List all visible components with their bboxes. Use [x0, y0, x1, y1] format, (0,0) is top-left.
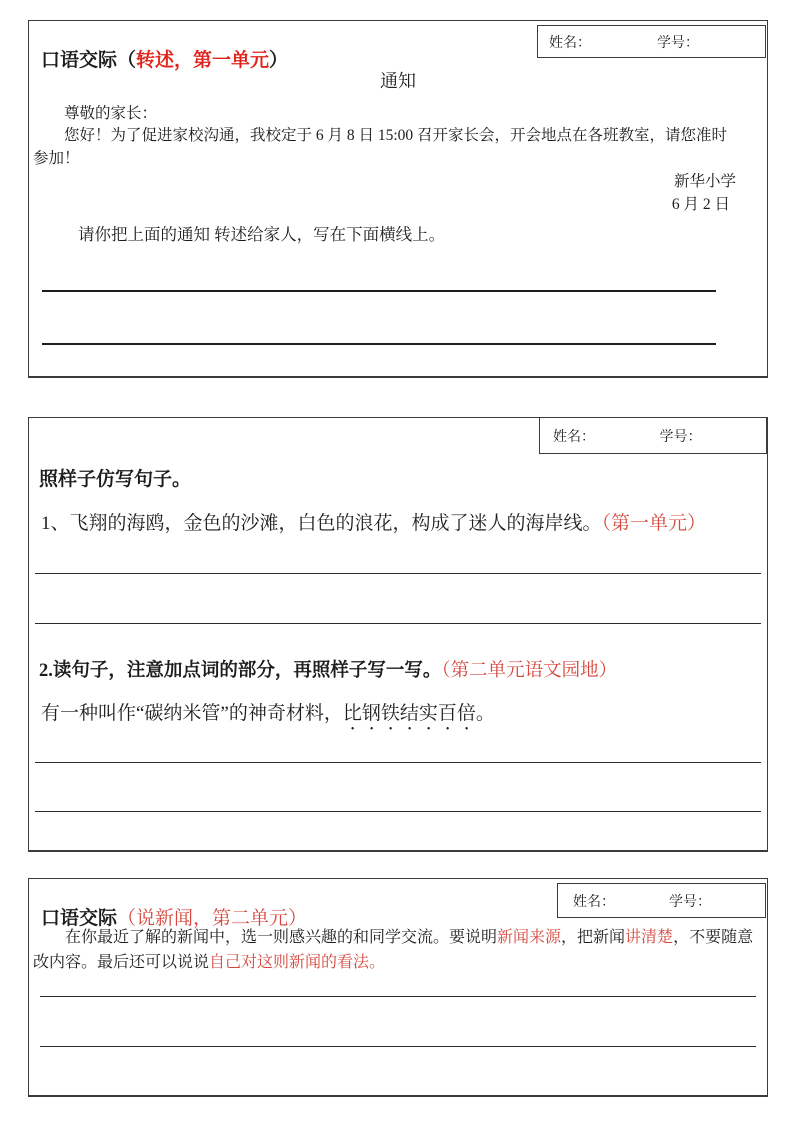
instruction-segment: 在你最近了解的新闻中，选一则感兴趣的和同学交流。要说明 — [65, 929, 498, 946]
question-2-heading-text: 2.读句子，注意加点词的部分，再照样子写一写。 — [39, 661, 442, 681]
student-id-label: 学号： — [669, 894, 711, 910]
writing-line[interactable] — [40, 996, 756, 997]
writing-line[interactable] — [35, 573, 761, 574]
writing-line[interactable] — [35, 762, 761, 763]
notice-salutation: 尊敬的家长： — [64, 105, 158, 122]
student-id-label: 学号： — [657, 35, 699, 51]
section3-title-black: 口语交际 — [41, 907, 118, 929]
question-2-unit-tag: （第二单元语文园地） — [441, 661, 618, 681]
writing-line[interactable] — [35, 623, 761, 624]
question-2-heading — [39, 656, 617, 682]
question-2-example-sentence — [41, 698, 495, 735]
section1-instruction: 请你把上面的通知 转述给家人，写在下面横线上。 — [78, 225, 446, 244]
instruction-segment-red: 讲清楚 — [625, 929, 674, 946]
example-dotted-part: 比钢铁结实百倍 — [342, 703, 476, 724]
instruction-segment: ，不要随意改内容。最后还可以说说 — [33, 929, 754, 971]
name-label: 姓名： — [549, 35, 591, 51]
section1-title-black: 口语交际 — [41, 49, 118, 71]
section2-heading: 照样子仿写句子。 — [39, 469, 192, 490]
section1-paren-close: ） — [269, 49, 289, 71]
name-label: 姓名： — [553, 429, 595, 445]
name-label: 姓名： — [573, 894, 615, 910]
instruction-segment-red: 自己对这则新闻的看法。 — [209, 954, 386, 971]
section1-paren-open: （ — [117, 49, 137, 71]
notice-title: 通知 — [380, 71, 416, 91]
example-plain-part: 有一种叫作“碳纳米管”的神奇材料， — [41, 703, 343, 724]
notice-body: 您好！为了促进家校沟通，我校定于 6 月 8 日 15:00 召开家长会，开会地点在各班教室，请您准时参加！ — [33, 127, 728, 167]
writing-line[interactable] — [42, 290, 716, 292]
notice-signature: 新华小学 — [673, 173, 736, 190]
question-1 — [41, 508, 706, 535]
section-sentence-imitation — [28, 417, 768, 852]
writing-line[interactable] — [40, 1046, 756, 1047]
name-student-id-box — [537, 25, 766, 58]
notice-date: 6 月 2 日 — [671, 196, 730, 213]
example-end-punctuation: 。 — [475, 703, 495, 724]
question-1-unit-tag: （第一单元） — [601, 513, 707, 534]
section-oral-communication-unit1 — [28, 20, 768, 378]
section-oral-communication-unit2 — [28, 878, 768, 1097]
question-1-text: 1、飞翔的海鸥，金色的沙滩，白色的浪花，构成了迷人的海岸线。 — [41, 513, 602, 534]
writing-line[interactable] — [42, 343, 716, 345]
instruction-segment: ，把新闻 — [561, 929, 626, 946]
name-student-id-box — [539, 417, 767, 454]
section3-instruction — [33, 925, 759, 975]
writing-line[interactable] — [35, 811, 761, 812]
student-id-label: 学号： — [659, 429, 702, 445]
name-student-id-box — [557, 883, 766, 918]
instruction-segment-red: 新闻来源 — [497, 929, 562, 946]
section3-title-red: （说新闻，第二单元） — [117, 907, 308, 929]
section1-title-red: 转述，第一单元 — [136, 49, 270, 71]
